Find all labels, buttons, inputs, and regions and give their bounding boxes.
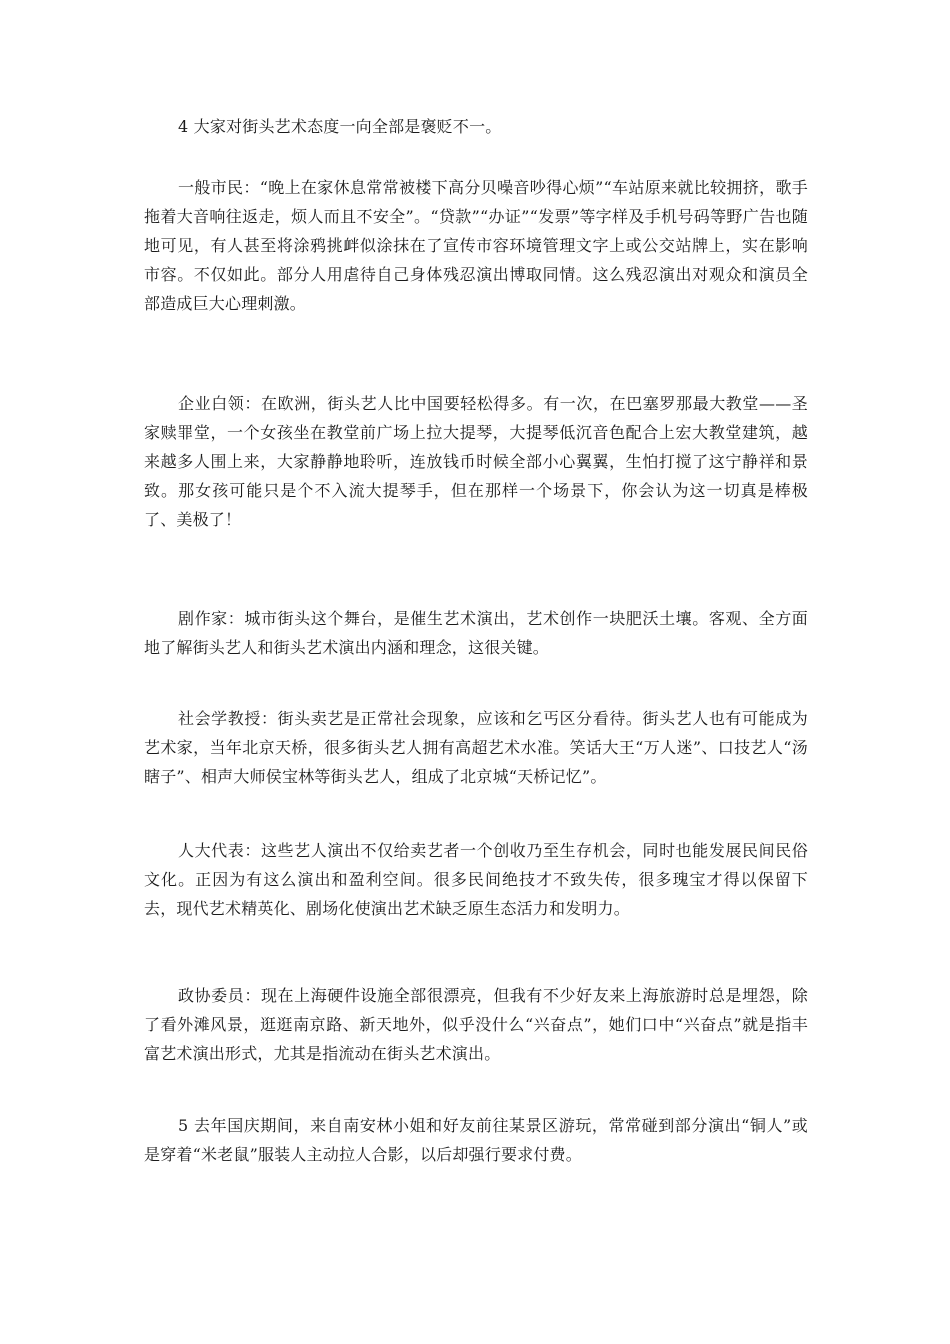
paragraph-section-5-case: 5 去年国庆期间，来自南安林小姐和好友前往某景区游玩，常常碰到部分演出“铜人”或是穿着“米老鼠”服装人主动拉人合影，以后却强行要求付费。	[144, 1116, 808, 1164]
paragraph-playwright-opinion: 剧作家：城市街头这个舞台，是催生艺术演出，艺术创作一块肥沃土壤。客观、全方面地了解街头艺人和街头艺术演出内涵和理念，这很关键。	[144, 609, 808, 657]
paragraph-section-4-heading: 4 大家对街头艺术态度一向全部是褒贬不一。	[178, 117, 502, 136]
paragraph-cppcc-member-opinion: 政协委员：现在上海硬件设施全部很漂亮，但我有不少好友来上海旅游时总是埋怨，除了看外滩风景，逛逛南京路、新天地外，似乎没什么“兴奋点”，她们口中“兴奋点”就是指丰富艺术演出形式，尤其是指流动在街头艺术演出。	[144, 986, 808, 1063]
paragraph-npc-deputy-opinion: 人大代表：这些艺人演出不仅给卖艺者一个创收乃至生存机会，同时也能发展民间民俗文化。正因为有这么演出和盈利空间。很多民间绝技才不致失传，很多瑰宝才得以保留下去，现代艺术精英化、剧场化使演出艺术缺乏原生态活力和发明力。	[144, 841, 808, 918]
paragraph-professor-opinion: 社会学教授：街头卖艺是正常社会现象，应该和乞丐区分看待。街头艺人也有可能成为艺术家，当年北京天桥，很多街头艺人拥有高超艺术水准。笑话大王“万人迷”、口技艺人“汤瞎子”、相声大师侯宝林等街头艺人，组成了北京城“天桥记忆”。	[144, 709, 808, 786]
paragraph-citizen-opinion: 一般市民：“晚上在家休息常常被楼下高分贝噪音吵得心烦”“车站原来就比较拥挤，歌手拖着大音响往返走，烦人而且不安全”。“贷款”“办证”“发票”等字样及手机号码等野广告也随地可见，有人甚至将涂鸦挑衅似涂抹在了宣传市容环境管理文字上或公交站牌上，实在影响市容。不仅如此。部分人用虐待自己身体残忍演出博取同情。这么残忍演出对观众和演员全部造成巨大心理刺激。	[144, 178, 808, 313]
paragraph-white-collar-opinion: 企业白领：在欧洲，街头艺人比中国要轻松得多。有一次，在巴塞罗那最大教堂——圣家赎罪堂，一个女孩坐在教堂前广场上拉大提琴，大提琴低沉音色配合上宏大教堂建筑，越来越多人围上来，大家静静地聆听，连放钱币时候全部小心翼翼，生怕打搅了这宁静祥和景致。那女孩可能只是个不入流大提琴手，但在那样一个场景下，你会认为这一切真是棒极了、美极了！	[144, 394, 808, 529]
